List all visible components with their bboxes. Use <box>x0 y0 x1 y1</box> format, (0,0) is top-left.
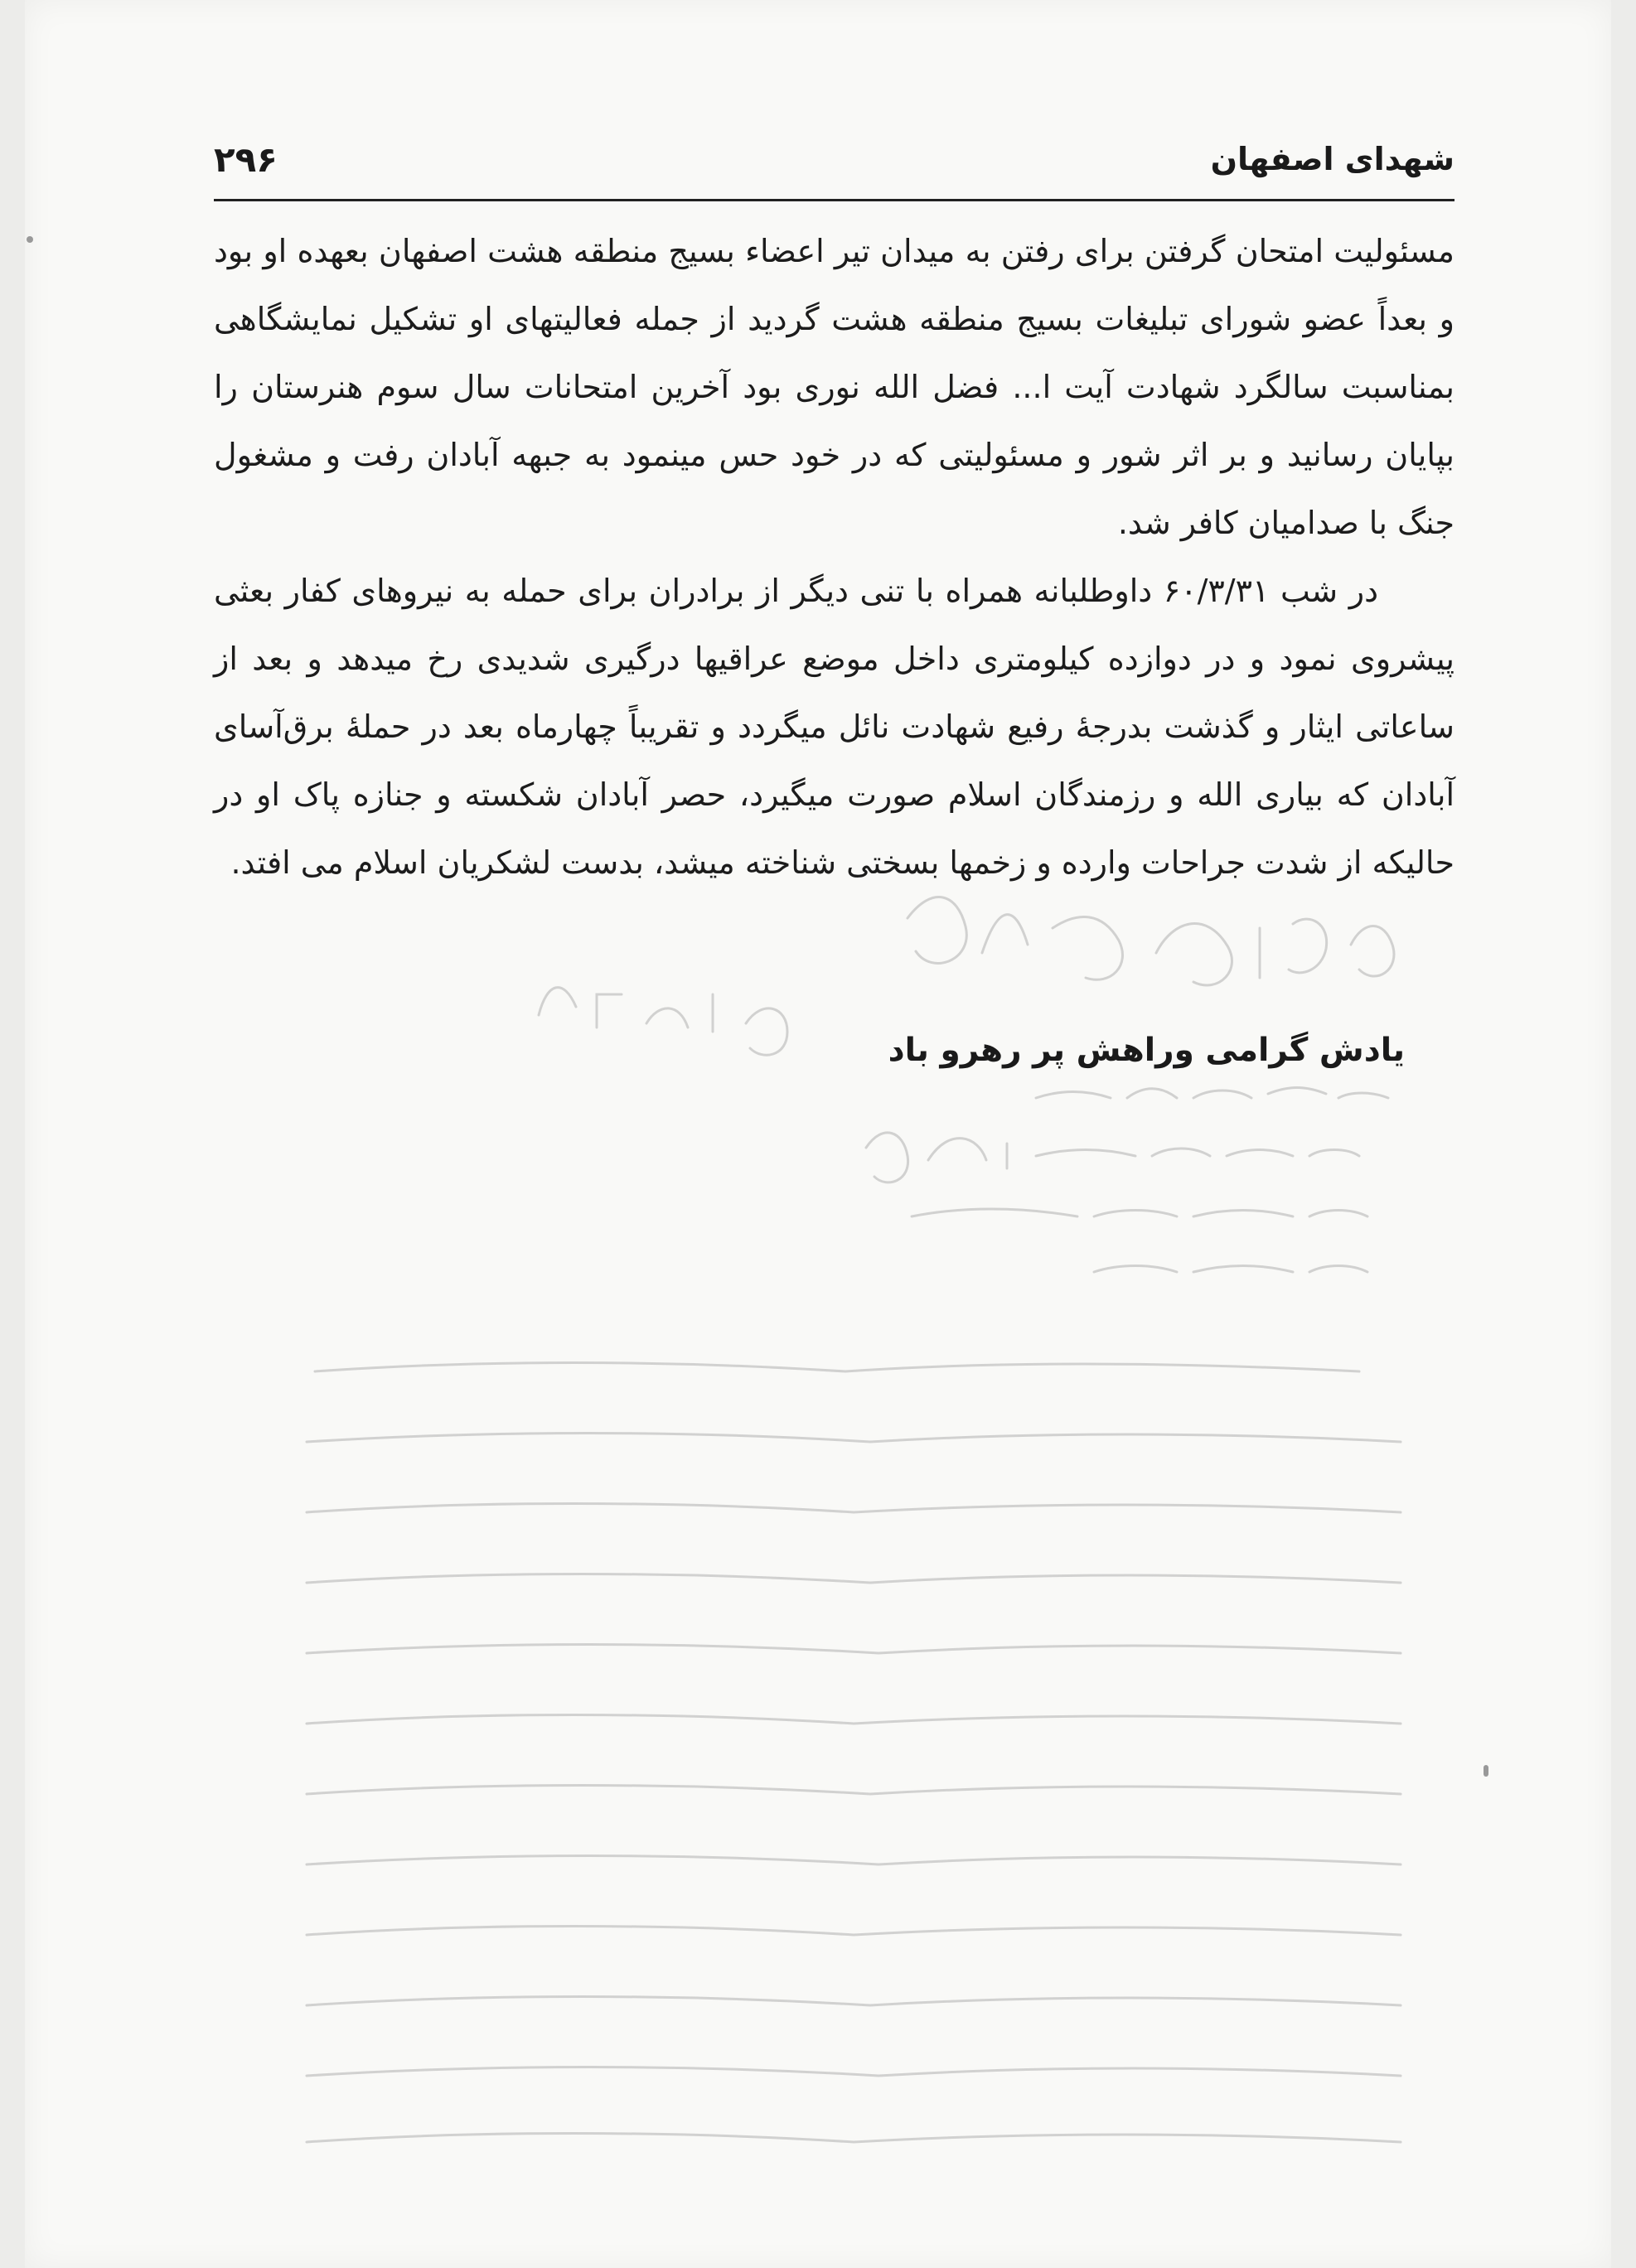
page-number: ۲۹۶ <box>214 139 278 180</box>
paragraph: مسئولیت امتحان گرفتن برای رفتن به میدان تیر اعضاء بسیج منطقه هشت اصفهان بعهده او بود و بعداً عضو شورای تبلیغات بسیج منطقه هشت گردید از جمله فعالیتهای او تشکیل نمایشگاهی بمناسبت سالگرد شهادت آیت ا... فضل الله نوری بود آخرین امتحانات سال سوم هنرستان را بپایان رسانید و بر اثر شور و مسئولیتی که در خود حس مینمود به جبهه آبادان رفت و مشغول جنگ با صدامیان کافر شد. <box>214 233 1454 541</box>
paragraph: در شب ۶۰/۳/۳۱ داوطلبانه همراه با تنی دیگر از برادران برای حمله به نیروهای کفار بعثی پیشروی نمود و در دوازده کیلومتری داخل موضع عراقیها درگیری شدیدی رخ میدهد و بعد از ساعاتی ایثار و گذشت بدرجهٔ رفیع شهادت نائل میگردد و تقریباً چهارماه بعد در حملهٔ برق‌آسای آبادان که بیاری الله و رزمندگان اسلام صورت میگیرد، حصر آبادان شکسته و جنازه پاک او در حالیکه از شدت جراحات وارده و زخمها بسختی شناخته میشد، بدست لشکریان اسلام می افتد. <box>214 573 1454 881</box>
body-text <box>214 217 1454 897</box>
paper-mark <box>1484 1765 1488 1777</box>
closing-line: یادش گرامی وراهش پر رهرو باد <box>888 1032 1405 1069</box>
page-header <box>214 124 1454 201</box>
paper-mark <box>27 236 33 243</box>
document-page <box>25 0 1611 2268</box>
running-title: شهدای اصفهان <box>1210 141 1454 177</box>
